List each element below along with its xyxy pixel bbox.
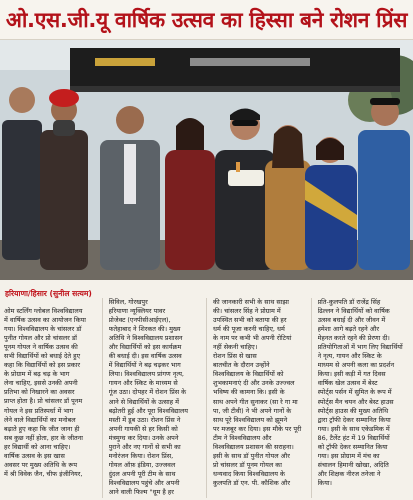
article-column-1: ओम स्टर्लिंग ग्लोबल विश्वविद्यालय में वार्षिक उत्सव का आयोजन किया गया। विश्वविद्यालय के चांसलर डॉ पुनीत गोयल और प्रो चांसलर डॉ पूनम गोयल ने वार्षिक उत्सव की सभी विद्यार्थियों को बधाई देते हुए कहा कि विद्यार्थियों को इस प्रकार के प्रोग्राम में बढ़ चढ़ के भाग लेना चाहिए, इससे उनकी अपनी प्रतिभा को निखारने का अवसर प्राप्त होता है। प्रो चांसलर डॉ पूनम गोयल ने इस प्रतिस्पर्धा में भाग लेने वाले विद्यार्थियों का मनोबल बढ़ाते हुए कहा कि जीत जाना ही सब कुछ नहीं होता, हार के जीतना हर विद्यार्थी को आना चाहिए। वार्षिक उत्सव के इस खास अवसर पर मुख्य अतिथि के रूप में श्री विवेक जैन, चीफ इंजीनियर, — [4, 307, 86, 478]
article-column-4: प्रति-कुलपति डॉ राजेंद्र सिंह ढिल्लन ने विद्यार्थियों को वार्षिक उत्सव बधाई दी और जीवन में हमेशा आगे बढ़ते रहने और मेहनत करते रहने की प्रेरणा दी। प्रतियोगिताओं में भाग लिए विद्यार्थियों ने नृत्य, गायन और स्किट के माध्यम से अपनी कला का प्रदर्शन किया। इसी कड़ी में गत दिवस वार्षिक खेल उत्सव में बेस्ट स्पोर्ट्स पर्सन में सुमित के रूप में स्पोर्ट्स मैन चयन और बेस्ट हाउस स्पोर्ट्स हाउस की मुख्य अतिथि द्वारा ट्रॉफी देकर सम्मानित किया गया। इसी के साथ एकेडमिक में 86, टैलेंट हंट में 19 विद्यार्थियों को ट्रॉफी देकर सम्मानित किया गया। इस प्रोग्राम में मंच का संचालन हिमानी खोखा, अदिति और शिक्षक नीरज तनेजा ने किया। — [317, 298, 403, 487]
article-body — [4, 298, 409, 498]
article-column-2: सिविल, गोरखपुर हरियाणा न्यूक्लियर पावर प्रोजेक्ट (एनपीसीआईएल), फतेहाबाद ने शिरकत की। मुख्य अतिथि ने विश्वविद्यालय प्रशासन और विद्यार्थियों को इस कार्यक्रम की बधाई दी। इस वार्षिक उत्सव में विद्यार्थियों ने बढ़ चढ़कर भाग लिया। विश्वविद्यालय प्रांगण नृत्य, गायन और स्किट के माध्यम से गूंज उठा। दोपहर में रोशन प्रिंस के आने से विद्यार्थियों के उत्साह में बढ़ोतरी हुई और पूरा विश्वविद्यालय मस्ती में डूब उठा। रोशन प्रिंस ने अपनी गायकी से हर किसी को मंत्रमुग्ध कर दिया। उनके अपने पुराने और नए गानों से सभी का मनोरंजन किया। रोशन प्रिंस, गोयल ऑफ़ इंडिया, उज्जवल दुंदल अपनी पूरी टीम के साथ विश्वविद्यालय पहुंचे और अपनी आने वाली फिल्म "धूम है हर — [108, 298, 189, 496]
column-divider — [311, 298, 312, 498]
byline: हरियाणा/हिसार (सुनील सत्यम) — [5, 289, 92, 298]
column-divider — [102, 298, 103, 498]
headline: ओ.एस.जी.यू वार्षिक उत्सव का हिस्सा बने रोशन प्रिंस — [0, 0, 413, 40]
event-photo — [0, 40, 413, 280]
column-divider — [206, 298, 207, 498]
article-column-3: की जानकारी सभी के साथ साझा की। चांसलर सिंह ने प्रोग्राम में उपस्थित सभी को बताया की हर धर्म की पूजा करनी चाहिए, धर्म के नाम पर कभी भी अपनी रोटियां नहीं सेकनी चाहिए। रोशन प्रिंस से खास बातचीत के दौरान उन्होंने विश्वविद्यालय के विद्यार्थियों को शुभकामनाएं दी और उनके उज्ज्वल भविष्य की कामना कि। इसी के साथ अपने गीत सुनाकर (सा रे गा मा पा, जी टीवी) ने भी अपने गानों के साथ पूरे विश्वविद्यालय को झूमने पर मजबूर कर दिया। इस मौके पर पूरी टीम ने विश्वविद्यालय और विश्वविद्यालय प्रशासन की सराहना। इसी के साथ डॉ पुनीत गोयल और प्रो चांसलर डॉ पूनम गोयल का धन्यवाद किया विश्वविद्यालय के कुलपति डॉ एन. पी. कौशिक और — [213, 298, 302, 487]
